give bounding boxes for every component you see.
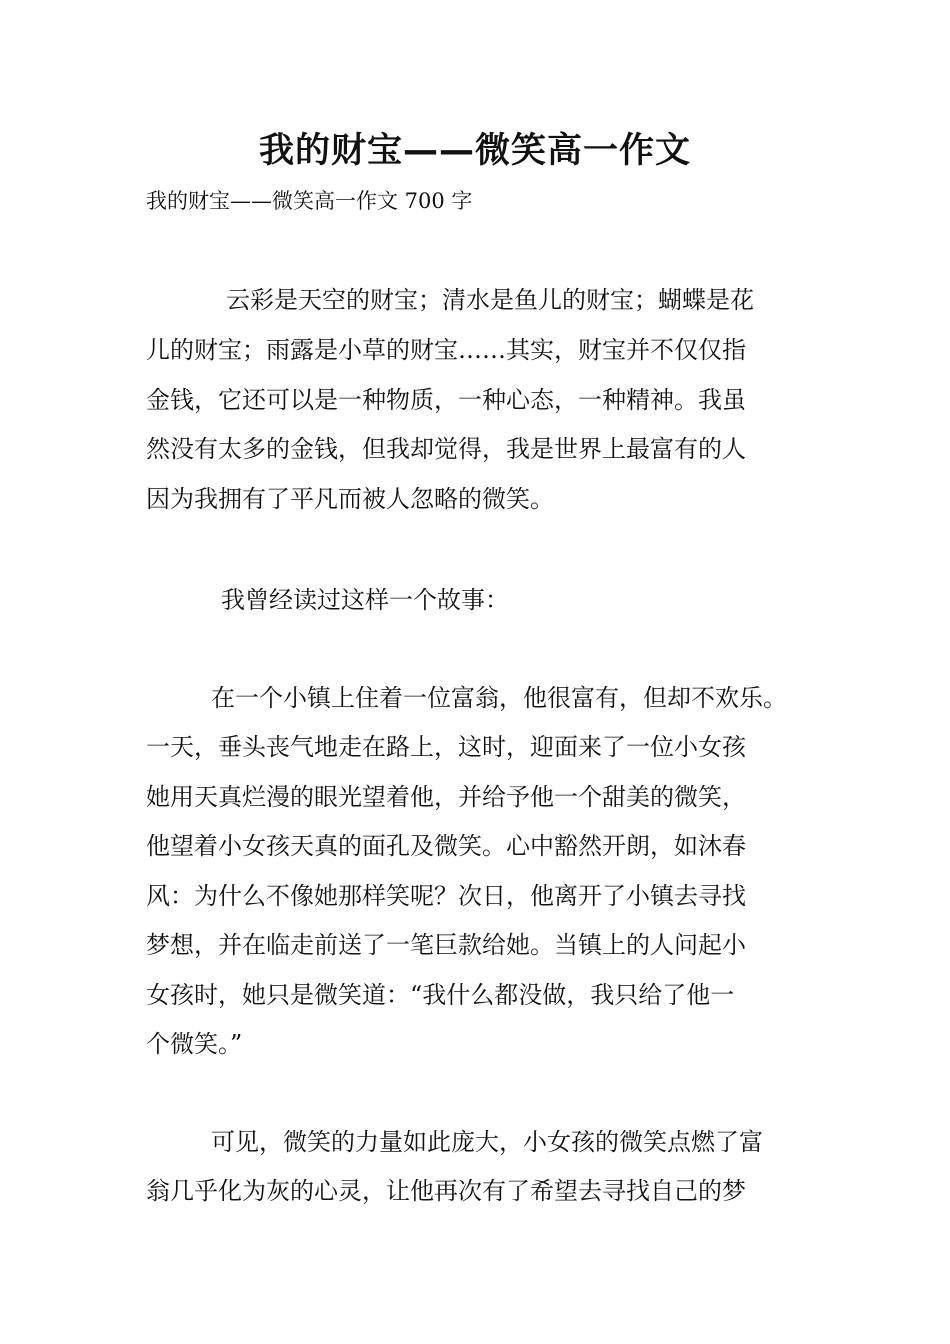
paragraph-line: 一天，垂头丧气地走在路上，这时，迎面来了一位小女孩 <box>146 733 746 761</box>
paragraph-line: 梦想，并在临走前送了一笔巨款给她。当镇上的人问起小 <box>146 931 746 959</box>
paragraph-line: 然没有太多的金钱，但我却觉得，我是世界上最富有的人 <box>146 435 746 463</box>
document-subtitle: 我的财宝——微笑高一作文 700 字 <box>146 189 473 213</box>
paragraph-line: 云彩是天空的财宝；清水是鱼儿的财宝；蝴蝶是花 <box>226 286 754 314</box>
paragraph-line: 金钱，它还可以是一种物质，一种心态，一种精神。我虽 <box>146 386 746 414</box>
paragraph-line: 可见，微笑的力量如此庞大，小女孩的微笑点燃了富 <box>211 1128 763 1156</box>
paragraph-line: 女孩时，她只是微笑道：“我什么都没做，我只给了他一 <box>146 981 735 1009</box>
paragraph-line: 他望着小女孩天真的面孔及微笑。心中豁然开朗，如沐春 <box>146 832 746 860</box>
paragraph-line: 风：为什么不像她那样笑呢？次日，他离开了小镇去寻找 <box>146 882 746 910</box>
paragraph-line: 翁几乎化为灰的心灵，让他再次有了希望去寻找自己的梦 <box>146 1177 746 1205</box>
paragraph-line: 我曾经读过这样一个故事： <box>221 586 509 614</box>
paragraph-line: 个微笑。” <box>146 1030 243 1058</box>
paragraph-line: 她用天真烂漫的眼光望着他，并给予他一个甜美的微笑， <box>146 783 746 811</box>
paragraph-line: 因为我拥有了平凡而被人忽略的微笑。 <box>146 485 554 513</box>
document-title: 我的财宝——微笑高一作文 <box>258 131 691 171</box>
paragraph-line: 儿的财宝；雨露是小草的财宝……其实，财宝并不仅仅指 <box>146 336 746 364</box>
paragraph-line: 在一个小镇上住着一位富翁，他很富有，但却不欢乐。 <box>211 684 787 712</box>
